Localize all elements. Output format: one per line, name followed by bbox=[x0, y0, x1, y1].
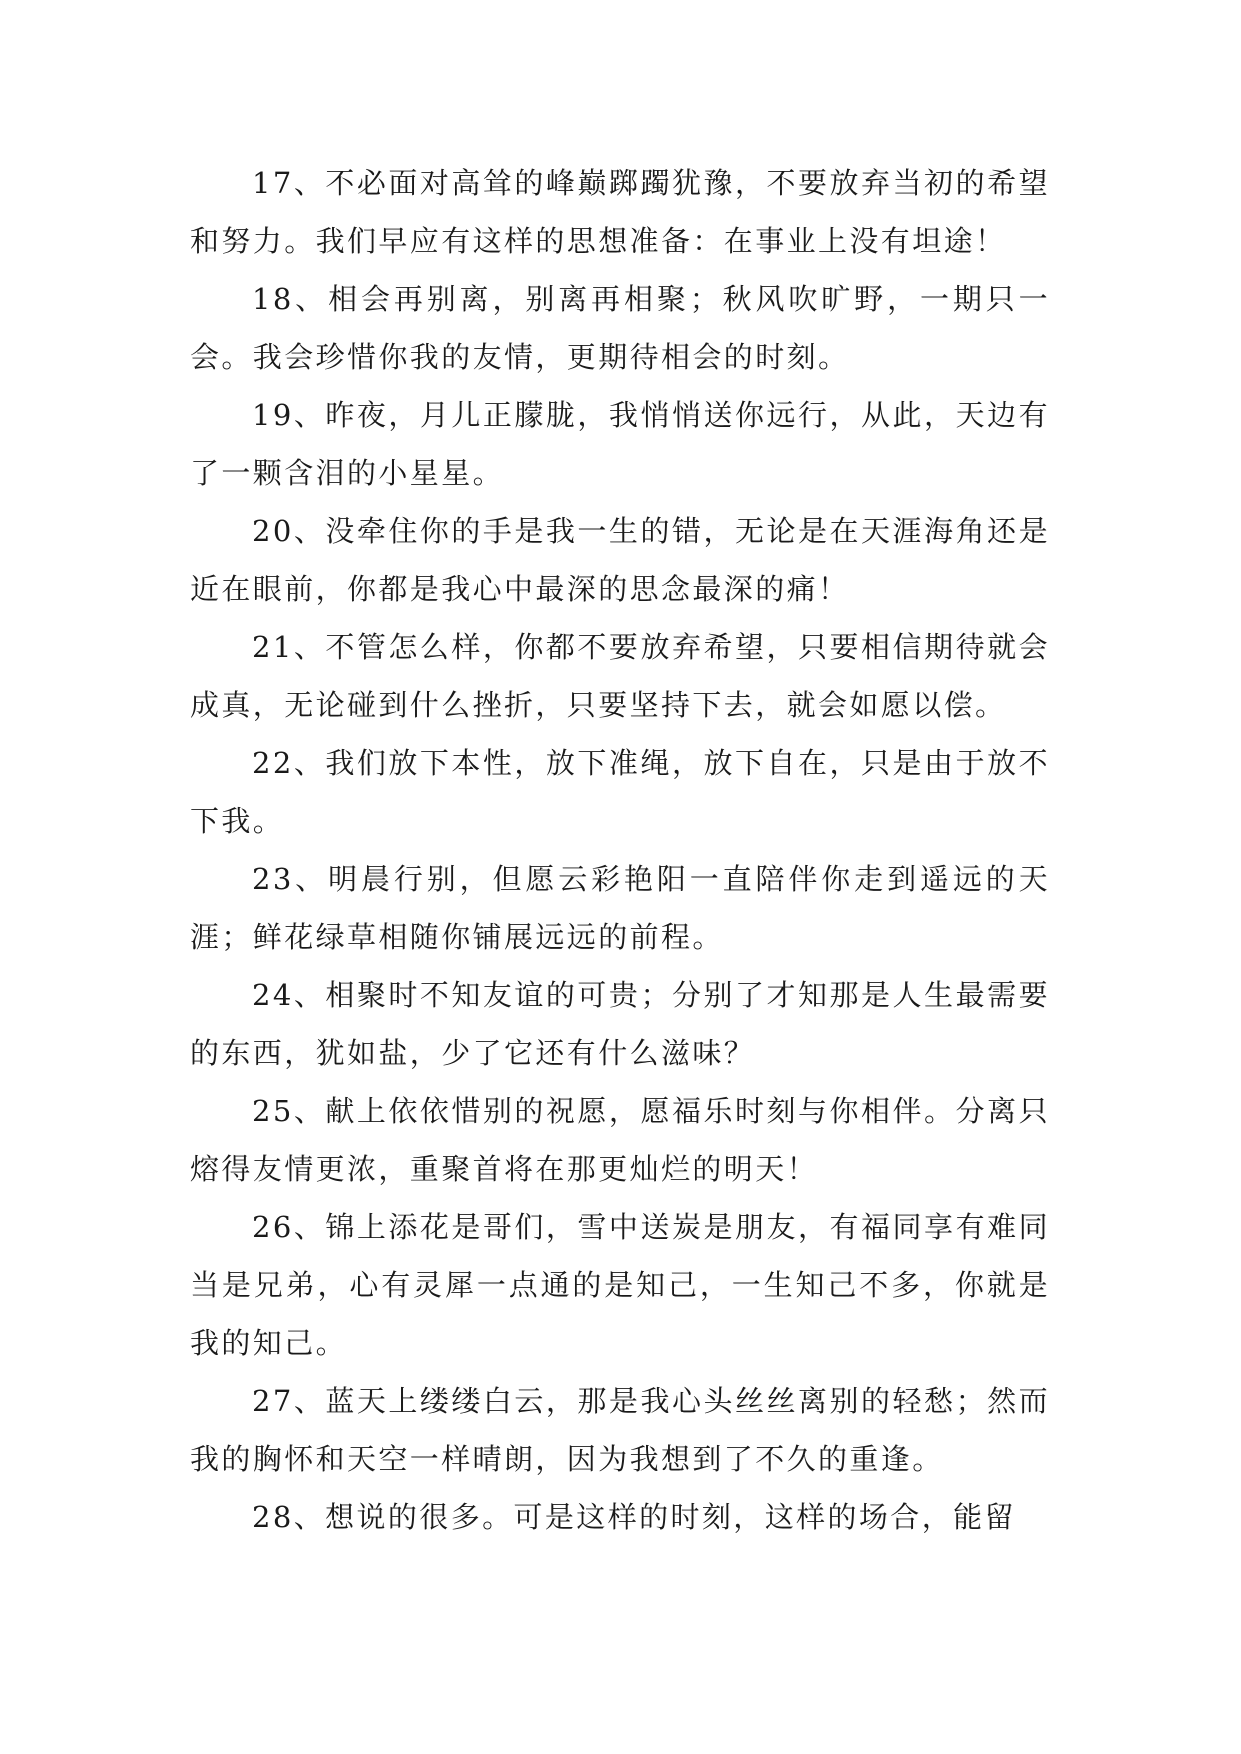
paragraph-20: 20、没牵住你的手是我一生的错，无论是在天涯海角还是近在眼前，你都是我心中最深的思念最深的痛！ bbox=[190, 514, 1050, 606]
paragraph-27: 27、蓝天上缕缕白云，那是我心头丝丝离别的轻愁；然而我的胸怀和天空一样晴朗，因为我想到了不久的重逢。 bbox=[190, 1384, 1050, 1476]
paragraph-17: 17、不必面对高耸的峰巅踯躅犹豫，不要放弃当初的希望和努力。我们早应有这样的思想准备：在事业上没有坦途！ bbox=[190, 166, 1050, 258]
paragraph-24: 24、相聚时不知友谊的可贵；分别了才知那是人生最需要的东西，犹如盐，少了它还有什么滋味？ bbox=[190, 978, 1050, 1070]
paragraph-22: 22、我们放下本性，放下准绳，放下自在，只是由于放不下我。 bbox=[190, 746, 1050, 838]
body-text bbox=[190, 154, 1050, 1546]
paragraph-26: 26、锦上添花是哥们，雪中送炭是朋友，有福同享有难同当是兄弟，心有灵犀一点通的是知己，一生知己不多，你就是我的知己。 bbox=[190, 1210, 1050, 1360]
paragraph-21: 21、不管怎么样，你都不要放弃希望，只要相信期待就会成真，无论碰到什么挫折，只要坚持下去，就会如愿以偿。 bbox=[190, 630, 1050, 722]
paragraph-25: 25、献上依依惜别的祝愿，愿福乐时刻与你相伴。分离只熔得友情更浓，重聚首将在那更灿烂的明天！ bbox=[190, 1094, 1050, 1186]
paragraph-23: 23、明晨行别，但愿云彩艳阳一直陪伴你走到遥远的天涯；鲜花绿草相随你铺展远远的前程。 bbox=[190, 862, 1050, 954]
paragraph-18: 18、相会再别离，别离再相聚；秋风吹旷野，一期只一会。我会珍惜你我的友情，更期待相会的时刻。 bbox=[190, 282, 1050, 374]
paragraph-19: 19、昨夜，月儿正朦胧，我悄悄送你远行，从此，天边有了一颗含泪的小星星。 bbox=[190, 398, 1050, 490]
paragraph-28: 28、想说的很多。可是这样的时刻，这样的场合，能留 bbox=[252, 1500, 1016, 1534]
